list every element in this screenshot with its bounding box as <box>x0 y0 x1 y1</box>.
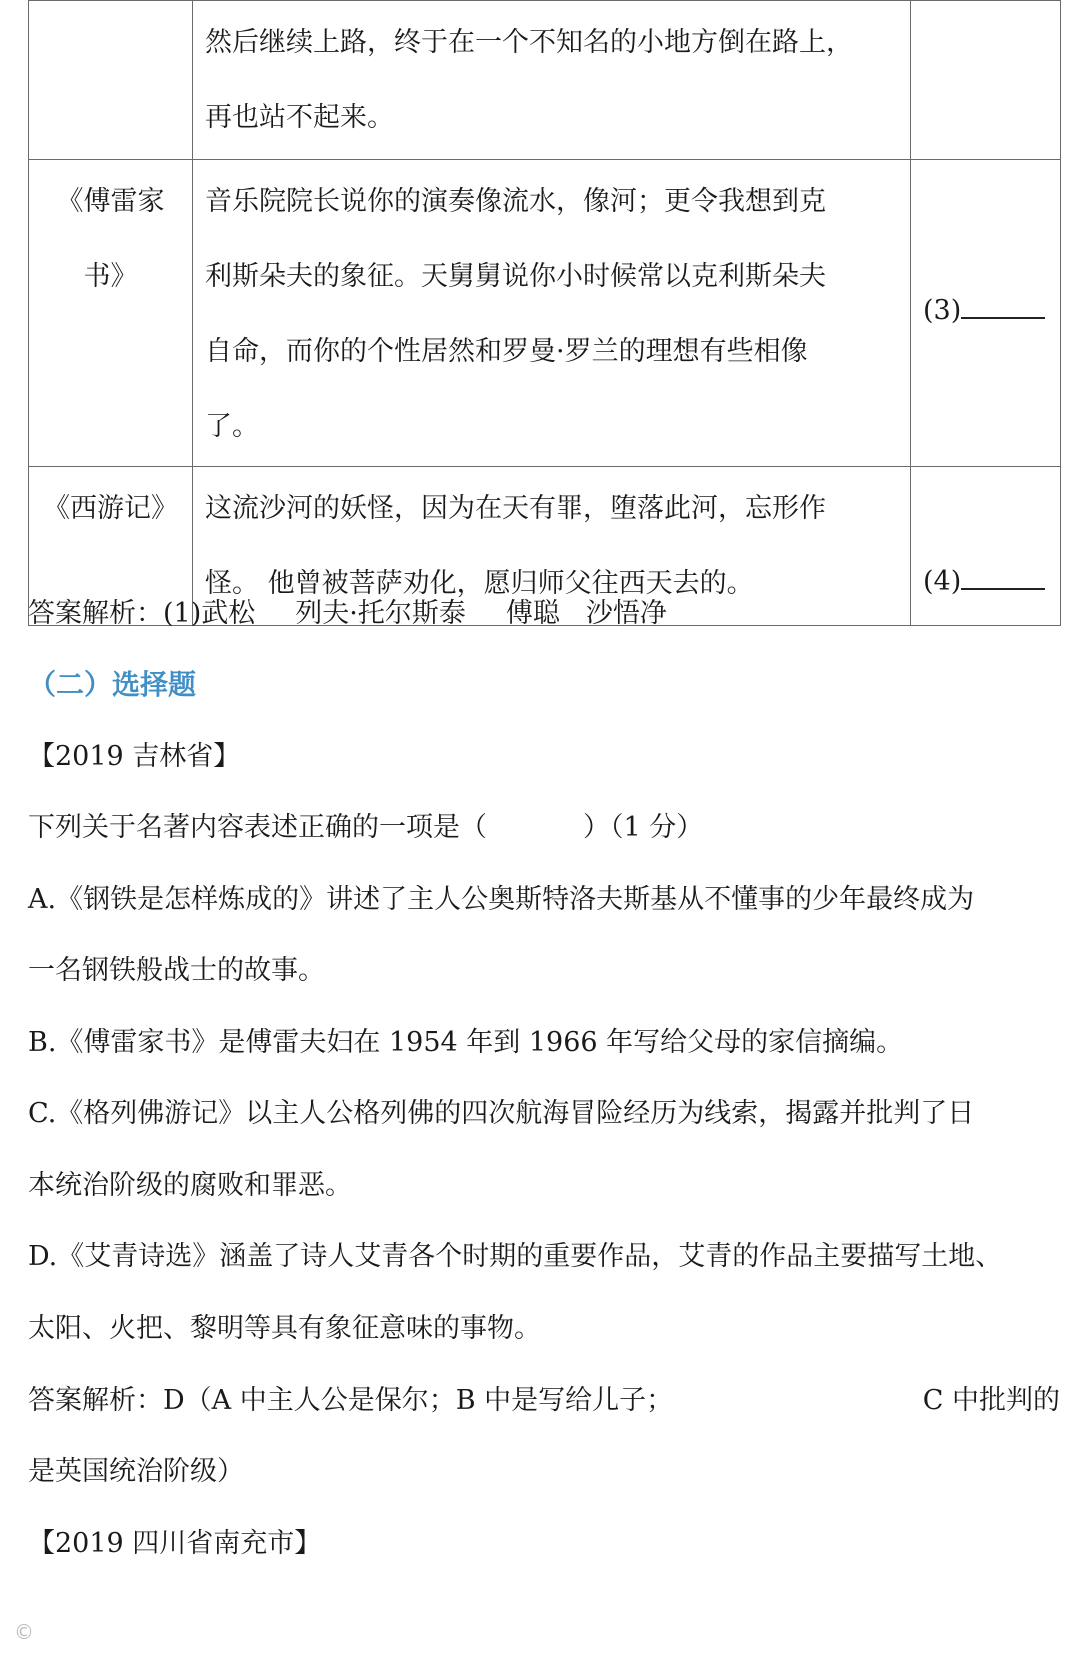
stem-text: 下列关于名著内容表述正确的一项是（ <box>28 812 487 843</box>
passage-line: 再也站不起来。 <box>205 102 394 133</box>
answer-cell <box>911 160 1061 467</box>
option-d-line: 太阳、火把、黎明等具有象征意味的事物。 <box>28 1313 541 1344</box>
passage-line: 怪。 他曾被菩萨劝化，愿归师父往西天去的。 <box>205 568 754 599</box>
answer-prefix: 答案解析： <box>28 598 163 629</box>
answer-blank[interactable] <box>961 295 1045 319</box>
answer-item: 沙悟净 <box>585 598 667 629</box>
passage-cell <box>193 160 911 467</box>
question-source: 【2019 吉林省】 <box>28 741 241 772</box>
answer-item: 列夫·托尔斯泰 <box>295 598 466 629</box>
stem-score: ）（1 分） <box>583 812 704 843</box>
literature-table <box>28 0 1061 626</box>
answer-analysis-1 <box>28 590 1060 638</box>
work-title-line: 《傅雷家 <box>56 186 165 217</box>
answer-cell <box>911 1 1061 160</box>
work-title-cell <box>29 160 193 467</box>
passage-line: 音乐院院长说你的演奏像流水，像河；更令我想到克 <box>205 186 826 217</box>
answer-analysis-2-cont: 是英国统治阶级） <box>28 1456 244 1487</box>
work-title-cell <box>29 1 193 160</box>
passage-line: 利斯朵夫的象征。天舅舅说你小时候常以克利斯朵夫 <box>205 261 826 292</box>
passage-line: 然后继续上路，终于在一个不知名的小地方倒在路上， <box>205 27 853 58</box>
table-row <box>29 160 1061 467</box>
section-heading: （二）选择题 <box>28 668 197 701</box>
work-title-line: 《西游记》 <box>43 493 178 524</box>
answer-number: (4) <box>923 566 962 597</box>
passage-line: 这流沙河的妖怪，因为在天有罪，堕落此河，忘形作 <box>205 493 826 524</box>
option-a-line: 一名钢铁般战士的故事。 <box>28 955 325 986</box>
passage-line: 自命，而你的个性居然和罗曼·罗兰的理想有些相像 <box>205 336 808 367</box>
answer-item: 傅聪 <box>505 598 560 629</box>
answer-number: (3) <box>923 294 962 326</box>
work-title-line: 书》 <box>83 261 138 292</box>
analysis-text: 答案解析：D（A 中主人公是保尔；B 中是写给儿子； <box>28 1385 674 1416</box>
question-stem <box>28 804 1060 852</box>
option-c-line: C.《格列佛游记》以主人公格列佛的四次航海冒险经历为线索，揭露并批判了日 <box>28 1098 975 1129</box>
answer-analysis-2 <box>28 1377 1060 1425</box>
answer-blank[interactable] <box>961 566 1045 590</box>
watermark-logo: © <box>14 1620 34 1644</box>
question-source: 【2019 四川省南充市】 <box>28 1528 322 1559</box>
option-b-line: B.《傅雷家书》是傅雷夫妇在 1954 年到 1966 年写给父母的家信摘编。 <box>28 1027 904 1058</box>
passage-cell <box>193 1 911 160</box>
option-c-line: 本统治阶级的腐败和罪恶。 <box>28 1170 352 1201</box>
analysis-text: C 中批判的 <box>922 1385 1060 1416</box>
answer-item: (1)武松 <box>163 598 256 629</box>
option-d-line: D.《艾青诗选》涵盖了诗人艾青各个时期的重要作品，艾青的作品主要描写土地、 <box>28 1241 1003 1272</box>
option-a-line: A.《钢铁是怎样炼成的》讲述了主人公奥斯特洛夫斯基从不懂事的少年最终成为 <box>28 884 975 915</box>
passage-line: 了。 <box>205 411 259 442</box>
table-row <box>29 1 1061 160</box>
